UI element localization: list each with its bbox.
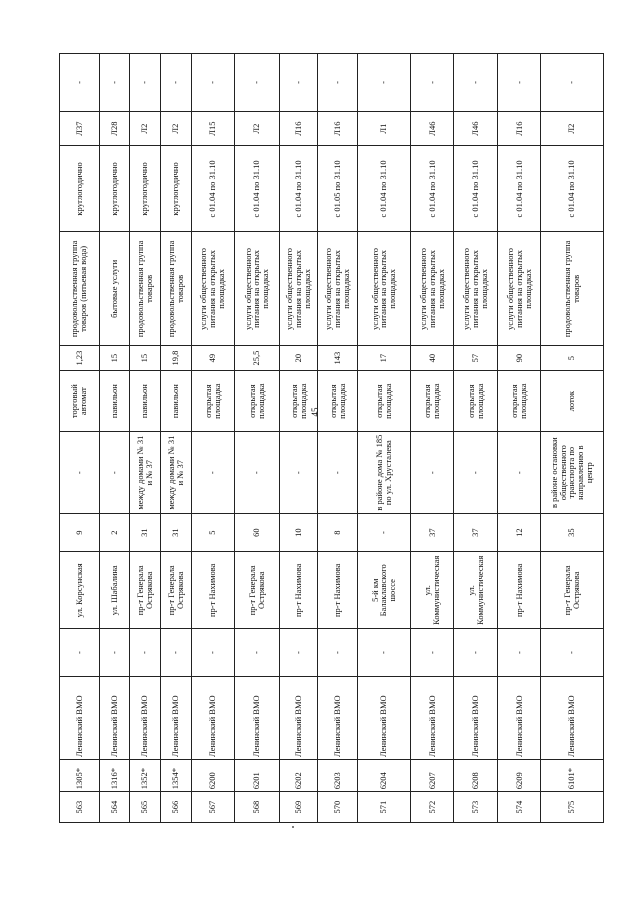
cell-blank2: - xyxy=(235,54,280,112)
cell-code2: Л15 xyxy=(191,111,235,146)
cell-street: пр-т Нахимова xyxy=(318,552,358,629)
cell-no: 573 xyxy=(454,792,498,823)
cell-period: с 01.05 по 31.10 xyxy=(318,146,358,232)
cell-location: в районе дома № 185 по ул. Хрусталева xyxy=(358,432,411,514)
cell-area: 19,8 xyxy=(160,346,191,371)
cell-blank1: - xyxy=(498,629,540,677)
cell-house: 35 xyxy=(540,513,603,551)
cell-area: 143 xyxy=(318,346,358,371)
cell-district: Ленинский ВМО xyxy=(99,676,129,759)
cell-type: павильон xyxy=(130,370,160,432)
cell-code: 1305* xyxy=(60,759,100,791)
cell-house: 12 xyxy=(498,513,540,551)
cell-area: 17 xyxy=(358,346,411,371)
cell-district: Ленинский ВМО xyxy=(191,676,235,759)
cell-house: 2 xyxy=(99,513,129,551)
cell-type: павильон xyxy=(160,370,191,432)
page-number: 45 xyxy=(310,407,320,417)
cell-blank1: - xyxy=(235,629,280,677)
table-row xyxy=(454,54,498,823)
cell-period: с 01.04 по 31.10 xyxy=(358,146,411,232)
cell-blank1: - xyxy=(60,629,100,677)
cell-street: пр-т Генерала Острякова xyxy=(160,552,191,629)
cell-spec: услуги общественного питания на открытых площадках xyxy=(410,232,454,346)
cell-area: 49 xyxy=(191,346,235,371)
cell-period: с 01.04 по 31.10 xyxy=(540,146,603,232)
cell-blank2: - xyxy=(410,54,454,112)
cell-spec: продовольственная группа товаров xyxy=(540,232,603,346)
cell-district: Ленинский ВМО xyxy=(454,676,498,759)
cell-code: 6200 xyxy=(191,759,235,791)
cell-period: круглогодично xyxy=(130,146,160,232)
cell-code2: Л46 xyxy=(454,111,498,146)
cell-blank1: - xyxy=(410,629,454,677)
cell-type: открытая площадка xyxy=(279,370,318,432)
cell-location: - xyxy=(454,432,498,514)
cell-no: 566 xyxy=(160,792,191,823)
cell-house: 31 xyxy=(160,513,191,551)
cell-code: 6208 xyxy=(454,759,498,791)
table-row xyxy=(279,54,318,823)
table-row xyxy=(130,54,160,823)
cell-type: открытая площадка xyxy=(318,370,358,432)
cell-district: Ленинский ВМО xyxy=(130,676,160,759)
cell-area: 15 xyxy=(130,346,160,371)
cell-no: 575 xyxy=(540,792,603,823)
cell-code: 6209 xyxy=(498,759,540,791)
cell-area: 25,5 xyxy=(235,346,280,371)
cell-district: Ленинский ВМО xyxy=(60,676,100,759)
cell-no: 570 xyxy=(318,792,358,823)
cell-period: с 01.04 по 31.10 xyxy=(279,146,318,232)
cell-code: 6203 xyxy=(318,759,358,791)
cell-location: - xyxy=(235,432,280,514)
cell-location: - xyxy=(318,432,358,514)
cell-area: 20 xyxy=(279,346,318,371)
cell-blank2: - xyxy=(60,54,100,112)
cell-blank2: - xyxy=(130,54,160,112)
cell-house: - xyxy=(358,513,411,551)
cell-no: 574 xyxy=(498,792,540,823)
cell-street: 5-й км Балаклавского шоссе xyxy=(358,552,411,629)
cell-street: ул. Шабалина xyxy=(99,552,129,629)
cell-spec: услуги общественного питания на открытых площадках xyxy=(358,232,411,346)
cell-house: 37 xyxy=(410,513,454,551)
cell-blank1: - xyxy=(540,629,603,677)
cell-street: ул. Коммунистическая xyxy=(410,552,454,629)
cell-period: с 01.04 по 31.10 xyxy=(454,146,498,232)
cell-house: 5 xyxy=(191,513,235,551)
cell-area: 57 xyxy=(454,346,498,371)
cell-street: пр-т Нахимова xyxy=(498,552,540,629)
cell-type: открытая площадка xyxy=(235,370,280,432)
table-row xyxy=(60,54,100,823)
cell-blank1: - xyxy=(318,629,358,677)
cell-no: 568 xyxy=(235,792,280,823)
cell-no: 563 xyxy=(60,792,100,823)
table-row xyxy=(498,54,540,823)
cell-area: 15 xyxy=(99,346,129,371)
cell-street: пр-т Генерала Острякова xyxy=(130,552,160,629)
cell-code: 1352* xyxy=(130,759,160,791)
cell-type: открытая площадка xyxy=(454,370,498,432)
cell-code: 1354* xyxy=(160,759,191,791)
cell-house: 9 xyxy=(60,513,100,551)
cell-type: торговый автомат xyxy=(60,370,100,432)
cell-district: Ленинский ВМО xyxy=(358,676,411,759)
cell-street: ул. Корсунская xyxy=(60,552,100,629)
cell-no: 572 xyxy=(410,792,454,823)
cell-blank1: - xyxy=(454,629,498,677)
cell-location: в районе остановки общественного транспорта по направлению в центр xyxy=(540,432,603,514)
cell-location: - xyxy=(191,432,235,514)
cell-code2: Л28 xyxy=(99,111,129,146)
rotated-table-container xyxy=(59,53,604,823)
cell-blank2: - xyxy=(160,54,191,112)
table-row xyxy=(410,54,454,823)
cell-code: 6207 xyxy=(410,759,454,791)
cell-blank2: - xyxy=(99,54,129,112)
cell-code2: Л2 xyxy=(235,111,280,146)
cell-blank1: - xyxy=(191,629,235,677)
cell-blank1: - xyxy=(99,629,129,677)
cell-location: - xyxy=(60,432,100,514)
cell-code2: Л37 xyxy=(60,111,100,146)
cell-house: 37 xyxy=(454,513,498,551)
cell-location: между домами № 31 и № 37 xyxy=(160,432,191,514)
cell-period: с 01.04 по 31.10 xyxy=(498,146,540,232)
cell-code2: Л1 xyxy=(358,111,411,146)
cell-house: 31 xyxy=(130,513,160,551)
stray-mark xyxy=(292,826,294,828)
cell-spec: продовольственная группа товаров xyxy=(160,232,191,346)
cell-code2: Л2 xyxy=(160,111,191,146)
cell-location: между домами № 31 и № 37 xyxy=(130,432,160,514)
cell-blank2: - xyxy=(279,54,318,112)
cell-blank2: - xyxy=(498,54,540,112)
cell-blank1: - xyxy=(358,629,411,677)
cell-district: Ленинский ВМО xyxy=(540,676,603,759)
cell-code: 6201 xyxy=(235,759,280,791)
cell-code2: Л16 xyxy=(318,111,358,146)
cell-code2: Л2 xyxy=(540,111,603,146)
cell-spec: услуги общественного питания на открытых площадках xyxy=(318,232,358,346)
cell-district: Ленинский ВМО xyxy=(160,676,191,759)
cell-period: круглогодично xyxy=(160,146,191,232)
cell-district: Ленинский ВМО xyxy=(279,676,318,759)
cell-area: 5 xyxy=(540,346,603,371)
cell-code2: Л16 xyxy=(498,111,540,146)
cell-period: с 01.04 по 31.10 xyxy=(191,146,235,232)
cell-period: круглогодично xyxy=(60,146,100,232)
cell-type: лоток xyxy=(540,370,603,432)
cell-blank1: - xyxy=(130,629,160,677)
cell-code: 6202 xyxy=(279,759,318,791)
cell-spec: услуги общественного питания на открытых площадках xyxy=(498,232,540,346)
cell-street: пр-т Генерала Острякова xyxy=(235,552,280,629)
cell-spec: услуги общественного питания на открытых площадках xyxy=(454,232,498,346)
cell-house: 60 xyxy=(235,513,280,551)
cell-no: 565 xyxy=(130,792,160,823)
cell-spec: бытовые услуги xyxy=(99,232,129,346)
cell-code2: Л46 xyxy=(410,111,454,146)
cell-type: открытая площадка xyxy=(498,370,540,432)
cell-district: Ленинский ВМО xyxy=(318,676,358,759)
cell-type: открытая площадка xyxy=(191,370,235,432)
cell-code: 6101* xyxy=(540,759,603,791)
cell-spec: продовольственная группа товаров xyxy=(130,232,160,346)
cell-area: 40 xyxy=(410,346,454,371)
table-row xyxy=(358,54,411,823)
cell-no: 564 xyxy=(99,792,129,823)
table-body xyxy=(60,54,604,823)
registry-table xyxy=(59,53,604,823)
cell-type: открытая площадка xyxy=(358,370,411,432)
cell-blank1: - xyxy=(279,629,318,677)
cell-period: с 01.04 по 31.10 xyxy=(235,146,280,232)
cell-blank2: - xyxy=(358,54,411,112)
cell-code: 1316* xyxy=(99,759,129,791)
cell-house: 8 xyxy=(318,513,358,551)
cell-blank2: - xyxy=(191,54,235,112)
cell-no: 571 xyxy=(358,792,411,823)
cell-code2: Л2 xyxy=(130,111,160,146)
cell-spec: услуги общественного питания на открытых площадках xyxy=(235,232,280,346)
cell-blank2: - xyxy=(318,54,358,112)
cell-period: с 01.04 по 31.10 xyxy=(410,146,454,232)
cell-location: - xyxy=(410,432,454,514)
table-row xyxy=(99,54,129,823)
cell-area: 1,23 xyxy=(60,346,100,371)
cell-spec: услуги общественного питания на открытых площадках xyxy=(279,232,318,346)
cell-spec: услуги общественного питания на открытых площадках xyxy=(191,232,235,346)
cell-type: павильон xyxy=(99,370,129,432)
cell-blank1: - xyxy=(160,629,191,677)
cell-period: круглогодично xyxy=(99,146,129,232)
cell-location: - xyxy=(99,432,129,514)
cell-blank2: - xyxy=(454,54,498,112)
cell-spec: продовольственная группа товаров (питьевая вода) xyxy=(60,232,100,346)
cell-street: пр-т Генерала Острякова xyxy=(540,552,603,629)
cell-street: пр-т Нахимова xyxy=(279,552,318,629)
cell-type: открытая площадка xyxy=(410,370,454,432)
cell-house: 10 xyxy=(279,513,318,551)
table-row xyxy=(235,54,280,823)
cell-code2: Л16 xyxy=(279,111,318,146)
cell-district: Ленинский ВМО xyxy=(498,676,540,759)
table-row xyxy=(540,54,603,823)
cell-location: - xyxy=(498,432,540,514)
cell-no: 567 xyxy=(191,792,235,823)
cell-district: Ленинский ВМО xyxy=(410,676,454,759)
cell-district: Ленинский ВМО xyxy=(235,676,280,759)
cell-street: ул. Коммунистическая xyxy=(454,552,498,629)
cell-no: 569 xyxy=(279,792,318,823)
table-row xyxy=(160,54,191,823)
cell-code: 6204 xyxy=(358,759,411,791)
cell-area: 90 xyxy=(498,346,540,371)
cell-street: пр-т Нахимова xyxy=(191,552,235,629)
table-row xyxy=(191,54,235,823)
cell-blank2: - xyxy=(540,54,603,112)
cell-location: - xyxy=(279,432,318,514)
table-row xyxy=(318,54,358,823)
